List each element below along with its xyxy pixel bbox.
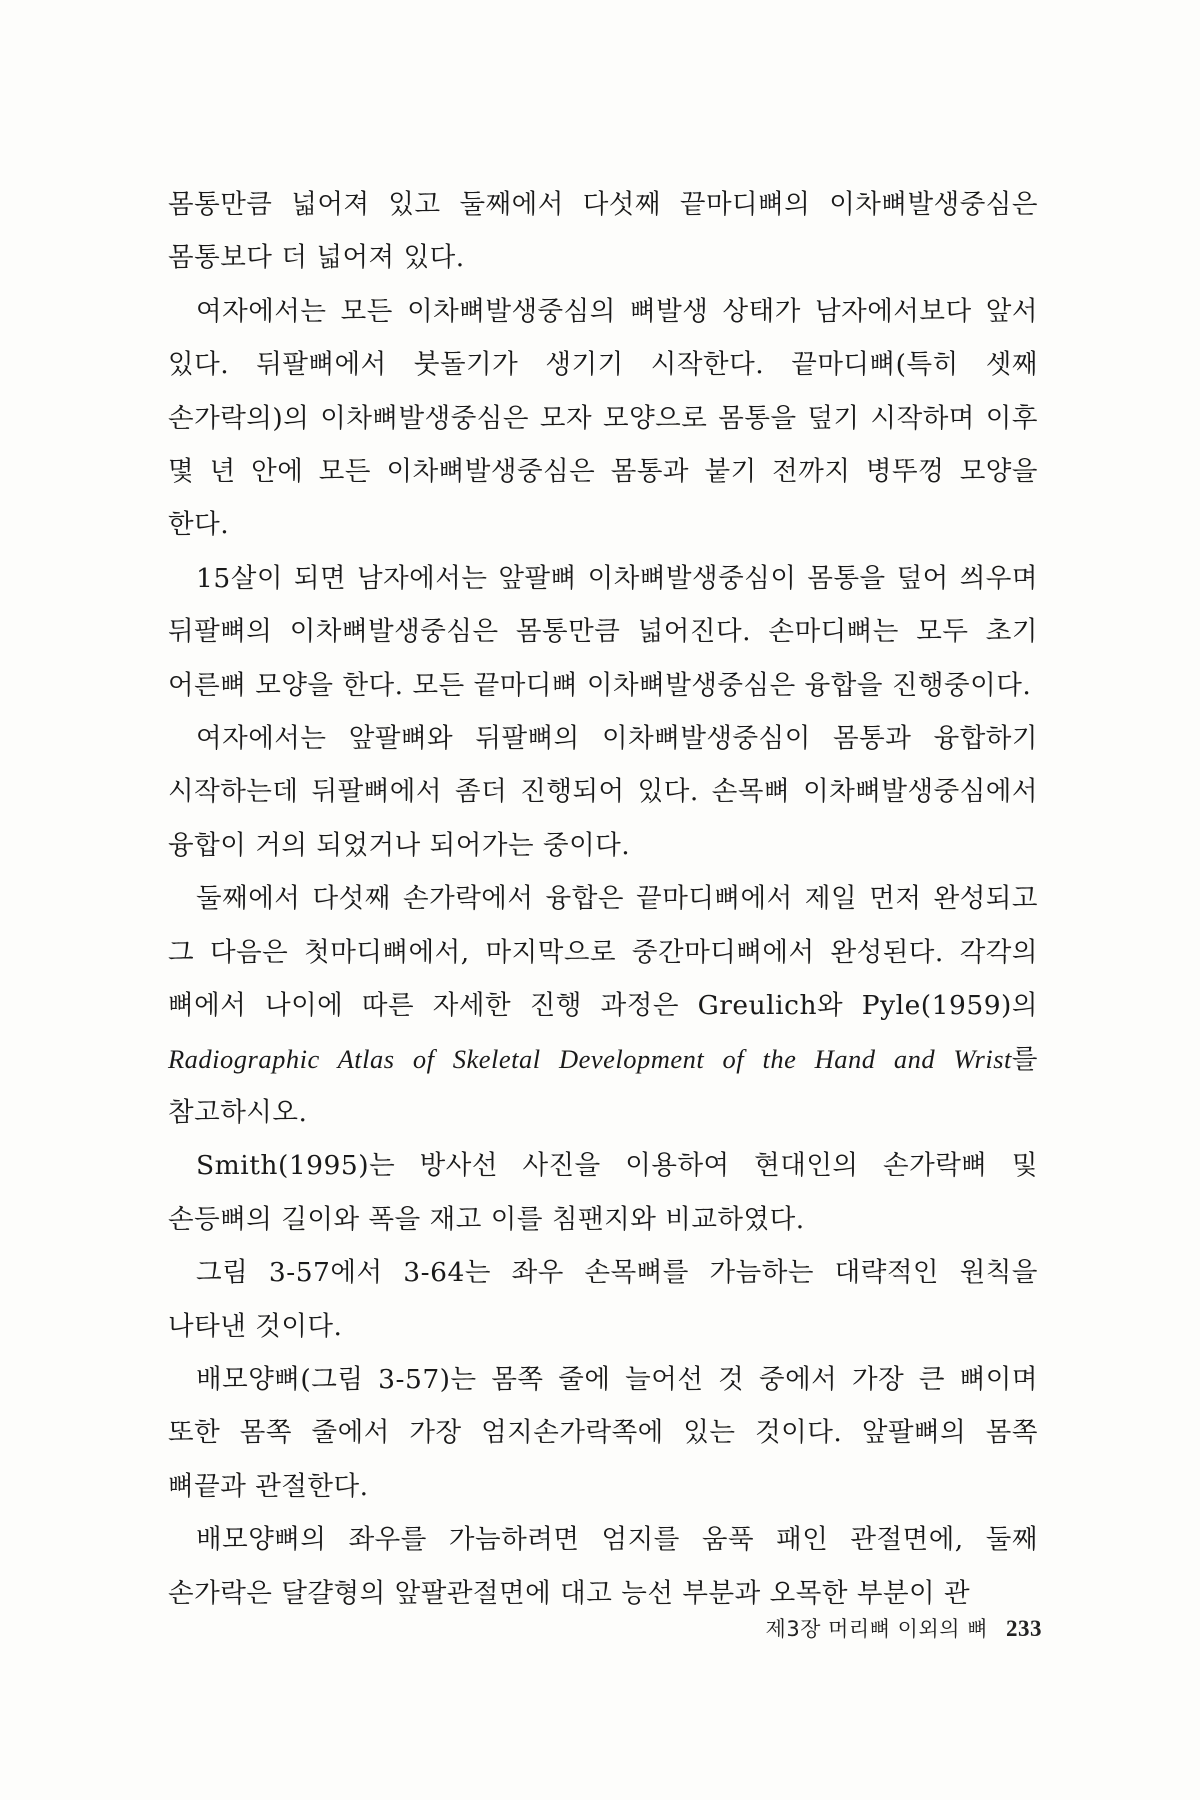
paragraph-8: 배모양뼈(그림 3-57)는 몸쪽 줄에 늘어선 것 중에서 가장 큰 뼈이며 또한 몸쪽 줄에서 가장 엄지손가락쪽에 있는 것이다. 앞팔뼈의 몸쪽 뼈끝과 관절한다.: [168, 1363, 1038, 1502]
running-head: 제3장 머리뼈 이외의 뼈: [765, 1617, 988, 1641]
paragraph-4: 여자에서는 앞팔뼈와 뒤팔뼈의 이차뼈발생중심이 몸통과 융합하기 시작하는데 뒤팔뼈에서 좀더 진행되어 있다. 손목뼈 이차뼈발생중심에서 융합이 거의 되었거나 되어가는 중이다.: [168, 723, 1038, 861]
page-number: 233: [1006, 1616, 1042, 1641]
paragraph-5-text-after: 를 참고하시오.: [168, 1043, 1038, 1128]
paragraph-5: [168, 872, 1038, 1139]
paragraph-1: 몸통만큼 넓어져 있고 둘째에서 다섯째 끝마디뼈의 이차뼈발생중심은 몸통보다 더 넓어져 있다.: [168, 189, 1038, 274]
page-body: [168, 178, 1038, 1620]
page-footer: [766, 1613, 1042, 1643]
paragraph-7: 그림 3-57에서 3-64는 좌우 손목뼈를 가늠하는 대략적인 원칙을 나타낸 것이다.: [168, 1257, 1038, 1342]
paragraph-3: 15살이 되면 남자에서는 앞팔뼈 이차뼈발생중심이 몸통을 덮어 씌우며 뒤팔뼈의 이차뼈발생중심은 몸통만큼 넓어진다. 손마디뼈는 모두 초기 어른뼈 모양을 한다. 모든 끝마디뼈 이차뼈발생중심은 융합을 진행중이다.: [168, 562, 1038, 701]
paragraph-6: Smith(1995)는 방사선 사진을 이용하여 현대인의 손가락뼈 및 손등뼈의 길이와 폭을 재고 이를 침팬지와 비교하였다.: [168, 1150, 1038, 1235]
book-title: Radiographic Atlas of Skeletal Development of the Hand and Wrist: [168, 1043, 1012, 1074]
paragraph-9: 배모양뼈의 좌우를 가늠하려면 엄지를 움푹 패인 관절면에, 둘째 손가락은 달걀형의 앞팔관절면에 대고 능선 부분과 오목한 부분이 관: [168, 1524, 1038, 1609]
paragraph-2: 여자에서는 모든 이차뼈발생중심의 뼈발생 상태가 남자에서보다 앞서 있다. 뒤팔뼈에서 붓돌기가 생기기 시작한다. 끝마디뼈(특히 셋째 손가락의)의 이차뼈발생중심은 모자 모양으로 몸통을 덮기 시작하며 이후 몇 년 안에 모든 이차뼈발생중심은 몸통과 붙기 전까지 병뚜껑 모양을 한다.: [168, 295, 1038, 541]
paragraph-5-text-before: 둘째에서 다섯째 손가락에서 융합은 끝마디뼈에서 제일 먼저 완성되고 그 다음은 첫마디뼈에서, 마지막으로 중간마디뼈에서 완성된다. 각각의 뼈에서 나이에 따른 자세한 진행 과정은 Greulich와 Pyle(1959)의: [168, 883, 1038, 1022]
